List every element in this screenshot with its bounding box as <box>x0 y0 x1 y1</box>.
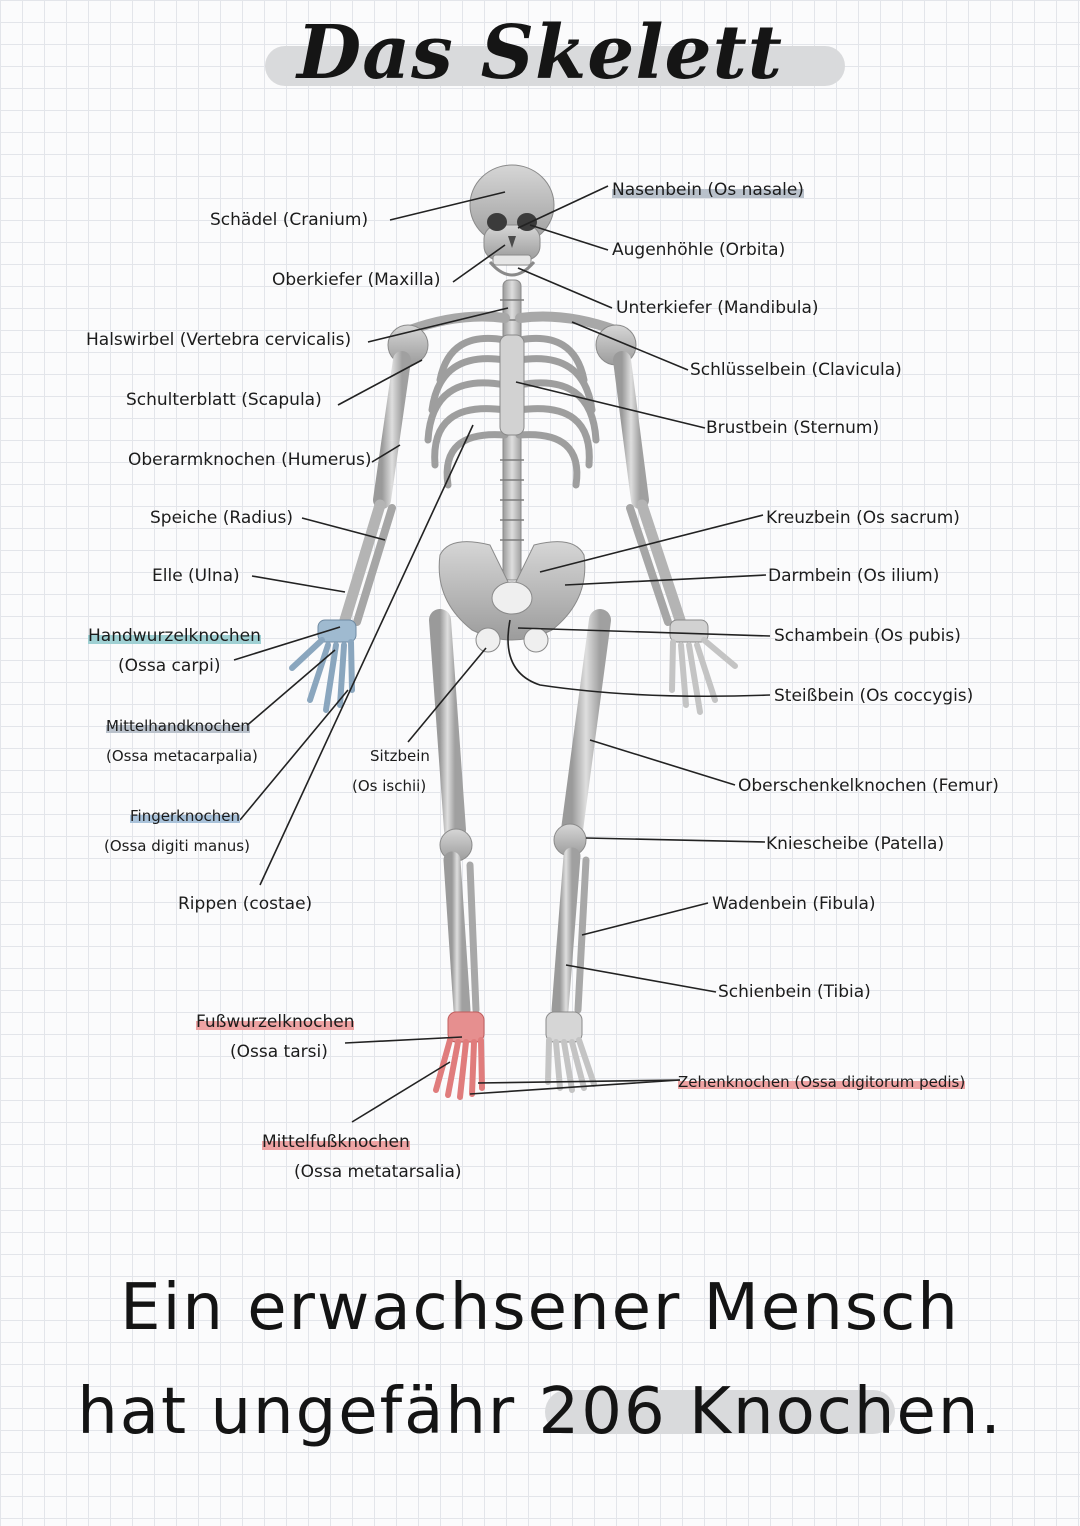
label-speiche: Speiche (Radius) <box>150 508 294 528</box>
label-fusswurzel-latin: (Ossa tarsi) <box>230 1042 328 1062</box>
label-augenhoehle: Augenhöhle (Orbita) <box>612 240 786 260</box>
label-finger-latin: (Ossa digiti manus) <box>104 837 250 855</box>
label-halswirbel: Halswirbel (Vertebra cervicalis) <box>86 330 352 350</box>
label-handwurzel-latin: (Ossa carpi) <box>118 656 221 676</box>
label-kniescheibe: Kniescheibe (Patella) <box>766 834 945 854</box>
label-mittelhand: Mittelhandknochen <box>106 717 250 735</box>
skull <box>470 165 554 275</box>
label-schienbein: Schienbein (Tibia) <box>718 982 871 1002</box>
label-elle: Elle (Ulna) <box>152 566 240 586</box>
label-darmbein: Darmbein (Os ilium) <box>768 566 940 586</box>
label-schluesselbein: Schlüsselbein (Clavicula) <box>690 360 902 380</box>
label-oberschenkel: Oberschenkelknochen (Femur) <box>738 776 999 796</box>
label-kreuzbein: Kreuzbein (Os sacrum) <box>766 508 960 528</box>
page-title: Das Skelett <box>297 10 783 96</box>
label-zehen: Zehenknochen (Ossa digitorum pedis) <box>678 1073 966 1091</box>
label-finger: Fingerknochen <box>130 807 240 825</box>
label-fusswurzel: Fußwurzelknochen <box>196 1012 355 1032</box>
label-sitzbein: Sitzbein <box>370 747 430 765</box>
label-steissbein: Steißbein (Os coccygis) <box>774 686 974 706</box>
label-wadenbein: Wadenbein (Fibula) <box>712 894 876 914</box>
label-mittelfuss-latin: (Ossa metatarsalia) <box>294 1162 462 1182</box>
label-sitzbein-latin: (Os ischii) <box>352 777 427 795</box>
label-rippen: Rippen (costae) <box>178 894 313 914</box>
label-mittelfuss: Mittelfußknochen <box>262 1132 410 1152</box>
label-schaedel: Schädel (Cranium) <box>210 210 369 230</box>
summary-line-1: Ein erwachsener Mensch <box>120 1271 960 1345</box>
label-oberarmknochen: Oberarmknochen (Humerus) <box>128 450 372 470</box>
left-leg <box>436 620 484 1097</box>
label-mittelhand-latin: (Ossa metacarpalia) <box>106 747 258 765</box>
label-schulterblatt: Schulterblatt (Scapula) <box>126 390 322 410</box>
label-schambein: Schambein (Os pubis) <box>774 626 961 646</box>
label-unterkiefer: Unterkiefer (Mandibula) <box>616 298 819 318</box>
left-arm <box>292 360 402 710</box>
label-brustbein: Brustbein (Sternum) <box>706 418 880 438</box>
label-oberkiefer: Oberkiefer (Maxilla) <box>272 270 441 290</box>
label-handwurzel: Handwurzelknochen <box>88 626 261 646</box>
label-nasenbein: Nasenbein (Os nasale) <box>612 180 804 200</box>
summary-line-2: hat ungefähr 206 Knochen. <box>77 1375 1003 1449</box>
